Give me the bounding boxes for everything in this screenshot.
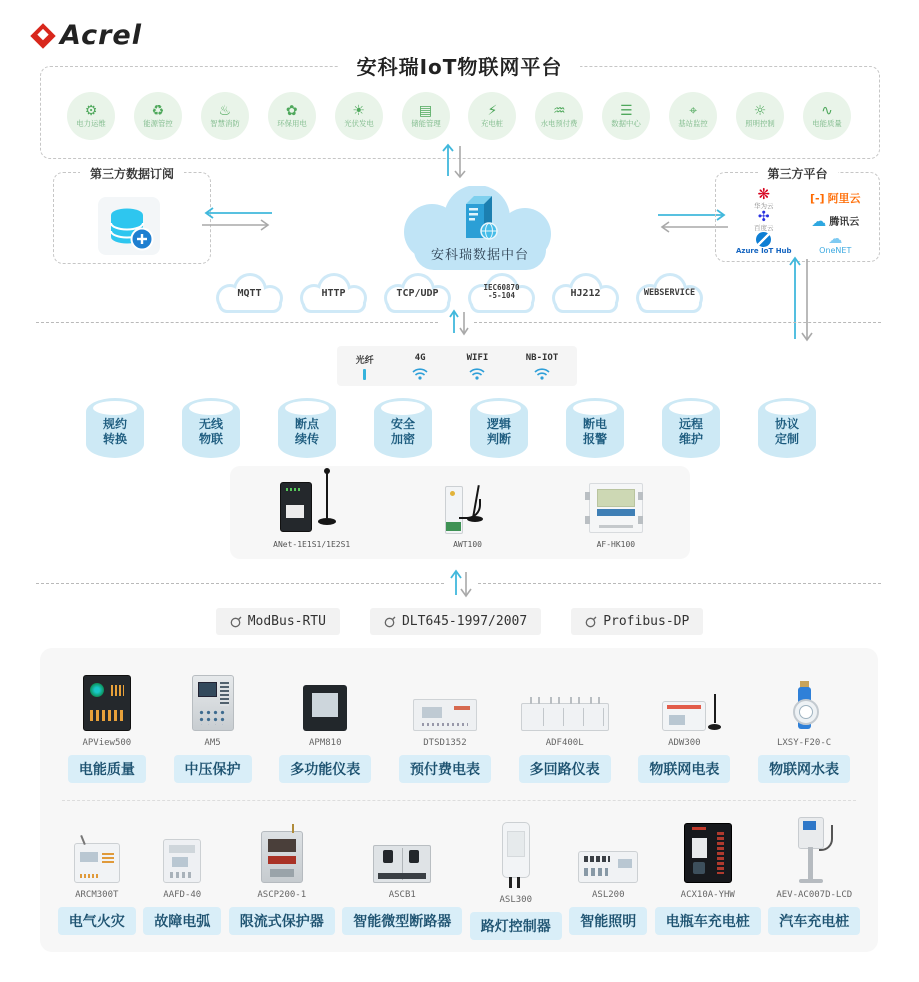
azure-icon	[756, 232, 771, 247]
capability-cylinder: 断点 续传	[278, 398, 336, 458]
app-item-lighting-control: ☼ 照明控制	[736, 92, 784, 140]
fiber-icon	[363, 369, 366, 380]
onenet-logo: ☁ OneNET	[819, 231, 852, 255]
category-tag: 故障电弧	[143, 907, 221, 935]
conn-nbiot: NB-IOT	[526, 353, 559, 380]
updown-arrow-divider1	[447, 309, 471, 336]
product-lxsy-f20-c: LXSY-F20-C 物联网水表	[758, 667, 850, 783]
product-arcm300t: ARCM300T 电气火灾	[58, 819, 136, 935]
dtsd1352-image	[413, 699, 477, 731]
aafd40-image	[163, 839, 201, 883]
apm810-image	[303, 685, 347, 731]
products-row-2	[40, 801, 878, 953]
app-item-prepaid-utility: ♒ 水电预付费	[535, 92, 583, 140]
link-icon	[384, 616, 396, 628]
wifi-icon	[533, 366, 551, 380]
category-tag: 路灯控制器	[470, 912, 562, 940]
baidu-icon: ✣	[757, 209, 770, 225]
divider-2-right	[478, 583, 881, 584]
product-adf400l: ADF400L 多回路仪表	[519, 667, 611, 783]
asl300-image	[502, 822, 530, 878]
ascb1-image	[373, 845, 431, 883]
category-tag: 多功能仪表	[279, 755, 371, 783]
product-aev-charger: AEV-AC007D-LCD 汽车充电桩	[768, 819, 860, 935]
product-asl200: ASL200 智能照明	[569, 819, 647, 935]
capability-cylinder: 安全 加密	[374, 398, 432, 458]
category-tag: 中压保护	[174, 755, 252, 783]
app-item-eco-power: ✿ 环保用电	[268, 92, 316, 140]
page-title: 安科瑞IoT物联网平台	[339, 51, 581, 80]
platform-box-title: 第三方平台	[757, 165, 837, 182]
database-plus-icon	[101, 198, 157, 254]
conn-fiber: 光纤	[356, 353, 374, 380]
product-ascp200-1: ASCP200-1 限流式保护器	[229, 819, 335, 935]
water-meter-image	[787, 681, 821, 731]
baidu-cloud-logo: ✣ 百度云	[754, 209, 774, 232]
category-tag: 电瓶车充电桩	[655, 907, 761, 935]
tencent-cloud-icon: ☁	[811, 211, 827, 230]
data-center-icon: ☰	[619, 103, 633, 119]
acx10a-image	[684, 823, 732, 883]
aev-charger-image	[792, 817, 836, 883]
category-tag: 智能照明	[569, 907, 647, 935]
adf400l-image	[521, 703, 609, 731]
tag-dlt645: DLT645-1997/2007	[370, 608, 541, 635]
energy-mgmt-icon: ♻	[151, 103, 165, 119]
alibaba-bracket-icon: [-]	[809, 191, 825, 205]
products-row-1	[40, 648, 878, 800]
divider-1-left	[36, 322, 438, 323]
vendor-grid	[728, 187, 871, 255]
am5-image	[192, 675, 234, 731]
gateway-afhk100: AF-HK100	[585, 481, 647, 549]
app-item-base-station: ⌖ 基站监控	[669, 92, 717, 140]
antenna	[708, 694, 721, 730]
platform-box	[715, 167, 880, 262]
category-tag: 预付费电表	[399, 755, 491, 783]
onenet-cloud-icon: ☁	[828, 231, 843, 247]
app-item-energy-mgmt: ♻ 能源管控	[134, 92, 182, 140]
wifi-icon	[411, 366, 429, 380]
tag-modbus-rtu: ModBus-RTU	[216, 608, 340, 635]
anet-device-image	[276, 477, 348, 535]
protocol-cloud-http: HTTP	[294, 271, 374, 317]
adw300-image	[662, 701, 706, 731]
updown-arrow-apps	[441, 142, 467, 180]
updown-arrow-divider2	[448, 569, 474, 598]
charging-pile-icon: ⚡	[487, 103, 498, 119]
prepaid-utility-icon: ♒	[553, 103, 566, 119]
power-ops-icon: ⚙	[84, 103, 98, 119]
product-adw300: ADW300 物联网电表	[638, 667, 730, 783]
capability-cylinder: 远程 维护	[662, 398, 720, 458]
product-apm810: APM810 多功能仪表	[279, 667, 371, 783]
azure-iot-hub-logo: Azure IoT Hub	[736, 232, 792, 255]
capability-cylinder: 无线 物联	[182, 398, 240, 458]
capability-cylinder: 规约 转换	[86, 398, 144, 458]
alibaba-cloud-logo: [-] 阿里云	[809, 191, 861, 206]
product-ascb1: ASCB1 智能微型断路器	[342, 819, 462, 935]
data-center-label: 安科瑞数据中台	[430, 248, 529, 263]
field-protocols-row	[0, 608, 919, 635]
base-station-icon: ⌖	[689, 103, 698, 119]
app-item-power-quality: ∿ 电能质量	[803, 92, 851, 140]
category-tag: 物联网电表	[638, 755, 730, 783]
subscription-box-title: 第三方数据订阅	[80, 165, 184, 182]
category-tag: 汽车充电桩	[768, 907, 860, 935]
protocol-cloud-mqtt: MQTT	[210, 271, 290, 317]
product-acx10a: ACX10A-YHW 电瓶车充电桩	[655, 819, 761, 935]
category-tag: 多回路仪表	[519, 755, 611, 783]
gateway-anet: ANet-1E1S1/1E2S1	[273, 477, 350, 549]
protocol-cloud-iec60870: IEC60870 -5-104	[462, 271, 542, 317]
protocol-cloud-hj212: HJ212	[546, 271, 626, 317]
power-quality-icon: ∿	[821, 103, 833, 119]
leftright-arrow-subscription	[200, 206, 274, 232]
app-item-fire-safety: ♨ 智慧消防	[201, 92, 249, 140]
huawei-cloud-logo: ❋ 华为云	[754, 185, 774, 210]
app-item-pv-generation: ☀ 光伏发电	[335, 92, 383, 140]
gateway-panel	[230, 466, 690, 559]
lighting-control-icon: ☼	[753, 103, 767, 119]
pv-generation-icon: ☀	[352, 103, 365, 119]
fire-safety-icon: ♨	[218, 103, 232, 119]
tencent-cloud-logo: ☁ 腾讯云	[811, 211, 860, 230]
acrel-logo	[30, 20, 142, 51]
category-tag: 电能质量	[68, 755, 146, 783]
conn-wifi: WIFI	[467, 353, 489, 380]
app-item-data-center: ☰ 数据中心	[602, 92, 650, 140]
app-item-power-ops: ⚙ 电力运维	[67, 92, 115, 140]
link-icon	[585, 616, 597, 628]
acrel-data-cloud	[390, 186, 570, 272]
eco-power-icon: ✿	[285, 103, 298, 119]
product-dtsd1352: DTSD1352 预付费电表	[399, 667, 491, 783]
apview500-image	[83, 675, 131, 731]
afhk100-device-image	[585, 481, 647, 535]
product-aafd-40: AAFD-40 故障电弧	[143, 819, 221, 935]
capabilities-row	[86, 398, 816, 458]
energy-storage-icon: ▤	[418, 103, 433, 119]
app-item-charging-pile: ⚡ 充电桩	[468, 92, 516, 140]
product-asl300: ASL300 路灯控制器	[470, 814, 562, 940]
database-tile	[98, 197, 160, 255]
awt100-device-image	[437, 483, 499, 535]
divider-1-right	[474, 322, 881, 323]
brand-name: Acrel	[60, 20, 142, 51]
connectivity-bar	[337, 346, 577, 386]
protocol-cloud-tcpudp: TCP/UDP	[378, 271, 458, 317]
subscription-box	[53, 167, 211, 264]
gateway-awt100: AWT100	[437, 483, 499, 549]
divider-2-left	[36, 583, 444, 584]
category-tag: 物联网水表	[758, 755, 850, 783]
wifi-icon	[468, 366, 486, 380]
products-panel	[40, 648, 878, 952]
category-tag: 智能微型断路器	[342, 907, 462, 935]
asl200-image	[578, 851, 638, 883]
capability-cylinder: 断电 报警	[566, 398, 624, 458]
link-icon	[230, 616, 242, 628]
category-tag: 电气火灾	[58, 907, 136, 935]
tag-profibus-dp: Profibus-DP	[571, 608, 703, 635]
category-tag: 限流式保护器	[229, 907, 335, 935]
conn-4g: 4G	[411, 353, 429, 380]
protocol-cloud-webservice: WEBSERVICE	[630, 271, 710, 317]
product-apview500: APView500 电能质量	[68, 667, 146, 783]
capability-cylinder: 协议 定制	[758, 398, 816, 458]
arcm300t-image	[74, 843, 120, 883]
capability-cylinder: 逻辑 判断	[470, 398, 528, 458]
huawei-icon: ❋	[757, 185, 771, 203]
ascp200-image	[261, 831, 303, 883]
app-item-energy-storage: ▤ 储能管理	[402, 92, 450, 140]
acrel-logo-mark	[30, 23, 56, 49]
product-am5: AM5 中压保护	[174, 667, 252, 783]
